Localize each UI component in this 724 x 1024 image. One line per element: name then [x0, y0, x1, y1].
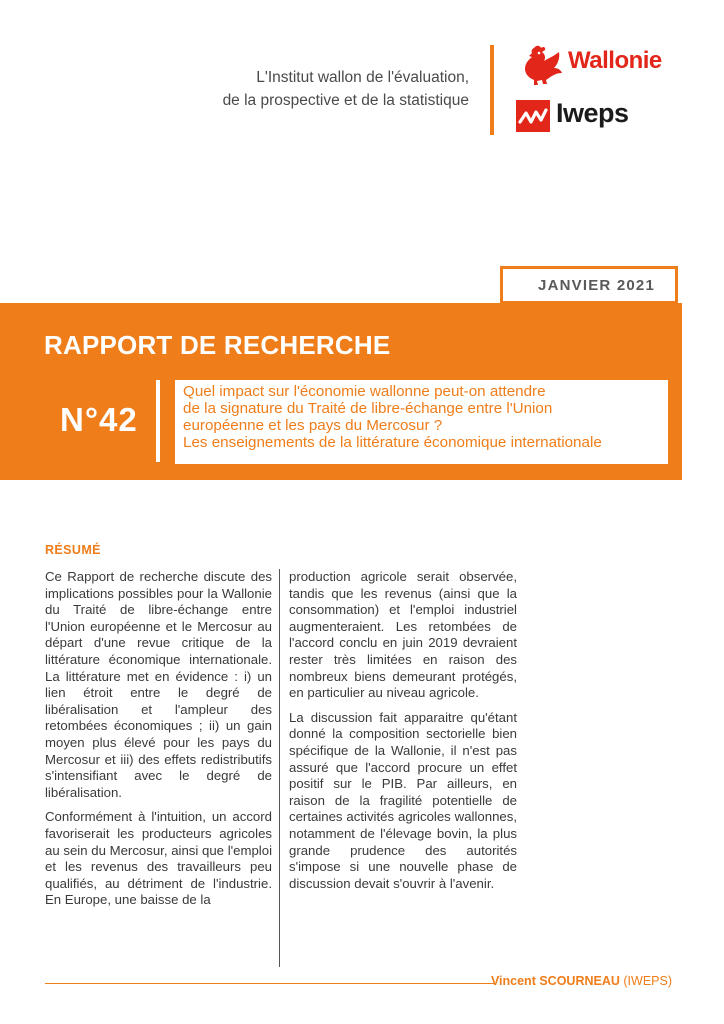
report-title-line-1: Quel impact sur l'économie wallonne peut-on attendre [183, 383, 546, 400]
author-organization: (IWEPS) [623, 974, 672, 988]
footer-divider [45, 983, 495, 984]
date-box [500, 266, 678, 304]
author-credit [491, 974, 672, 988]
report-type: RAPPORT DE RECHERCHE [44, 330, 391, 360]
resume-paragraph: Conformément à l'intuition, un accord favoriserait les producteurs agricoles au sein du Mercosur, ainsi que l'emploi et les revenus des travailleurs peu qualifiés, au détriment de l'industrie. En Europe, une baisse de la [45, 809, 272, 908]
resume-column-1 [45, 569, 272, 917]
resume-paragraph: La discussion fait apparaitre qu'étant donné la composition sectorielle bien spécifique de la Wallonie, il n'est pas assuré que l'accord procure un effet positif sur le PIB. Par ailleurs, en raison de la fragilité potentielle de certaines activités agricoles wallonnes, notamment de l'élevage bovin, la plus grande prudence des autorités s'impose si une nouvelle phase de discussion devait s'ouvrir à l'avenir. [289, 709, 517, 891]
iweps-wordmark: Iweps [556, 98, 629, 128]
report-title-line-3: européenne et les pays du Mercosur ? [183, 417, 443, 434]
resume-paragraph: production agricole serait observée, tandis que les revenus (ainsi que la consommation) et l'emploi industriel augmenteraient. Les retombées de l'accord conclu en juin 2019 devraient rester très limitées en raison des nombreux biens demeurant protégés, en particulier au niveau agricole. [289, 569, 517, 701]
column-divider [279, 569, 280, 967]
resume-column-2 [289, 569, 517, 900]
report-subtitle: Les enseignements de la littérature économique internationale [183, 434, 602, 451]
title-band [0, 303, 682, 480]
number-divider [156, 380, 160, 462]
header-divider [490, 45, 494, 135]
resume-paragraph: Ce Rapport de recherche discute des implications possibles pour la Wallonie du Traité de libre-échange entre l'Union européenne et le Mercosur au départ d'une revue critique de la littérature économique internationale. La littérature met en évidence : i) un lien étroit entre le degré de libéralisation et l'ampleur des retombées économiques ; ii) un gain moyen plus élevé pour les pays du Mercosur et iii) des effets redistributifs s'intensifiant avec le degré de libéralisation. [45, 569, 272, 800]
rooster-icon [516, 44, 564, 86]
wallonie-logo [516, 44, 686, 86]
resume-heading: RÉSUMÉ [45, 543, 101, 557]
institute-line-1: L'Institut wallon de l'évaluation, [256, 69, 469, 86]
report-title-line-2: de la signature du Traité de libre-échange entre l'Union [183, 400, 553, 417]
institute-name [223, 66, 469, 112]
iweps-logo [516, 98, 686, 134]
publication-date: JANVIER 2021 [538, 277, 655, 294]
author-name: Vincent SCOURNEAU [490, 974, 620, 988]
iweps-mark-icon [516, 100, 550, 132]
report-title-box [175, 380, 668, 464]
report-number: N°42 [60, 401, 138, 438]
institute-line-2: de la prospective et de la statistique [222, 92, 469, 109]
wallonie-wordmark: Wallonie [568, 47, 662, 74]
